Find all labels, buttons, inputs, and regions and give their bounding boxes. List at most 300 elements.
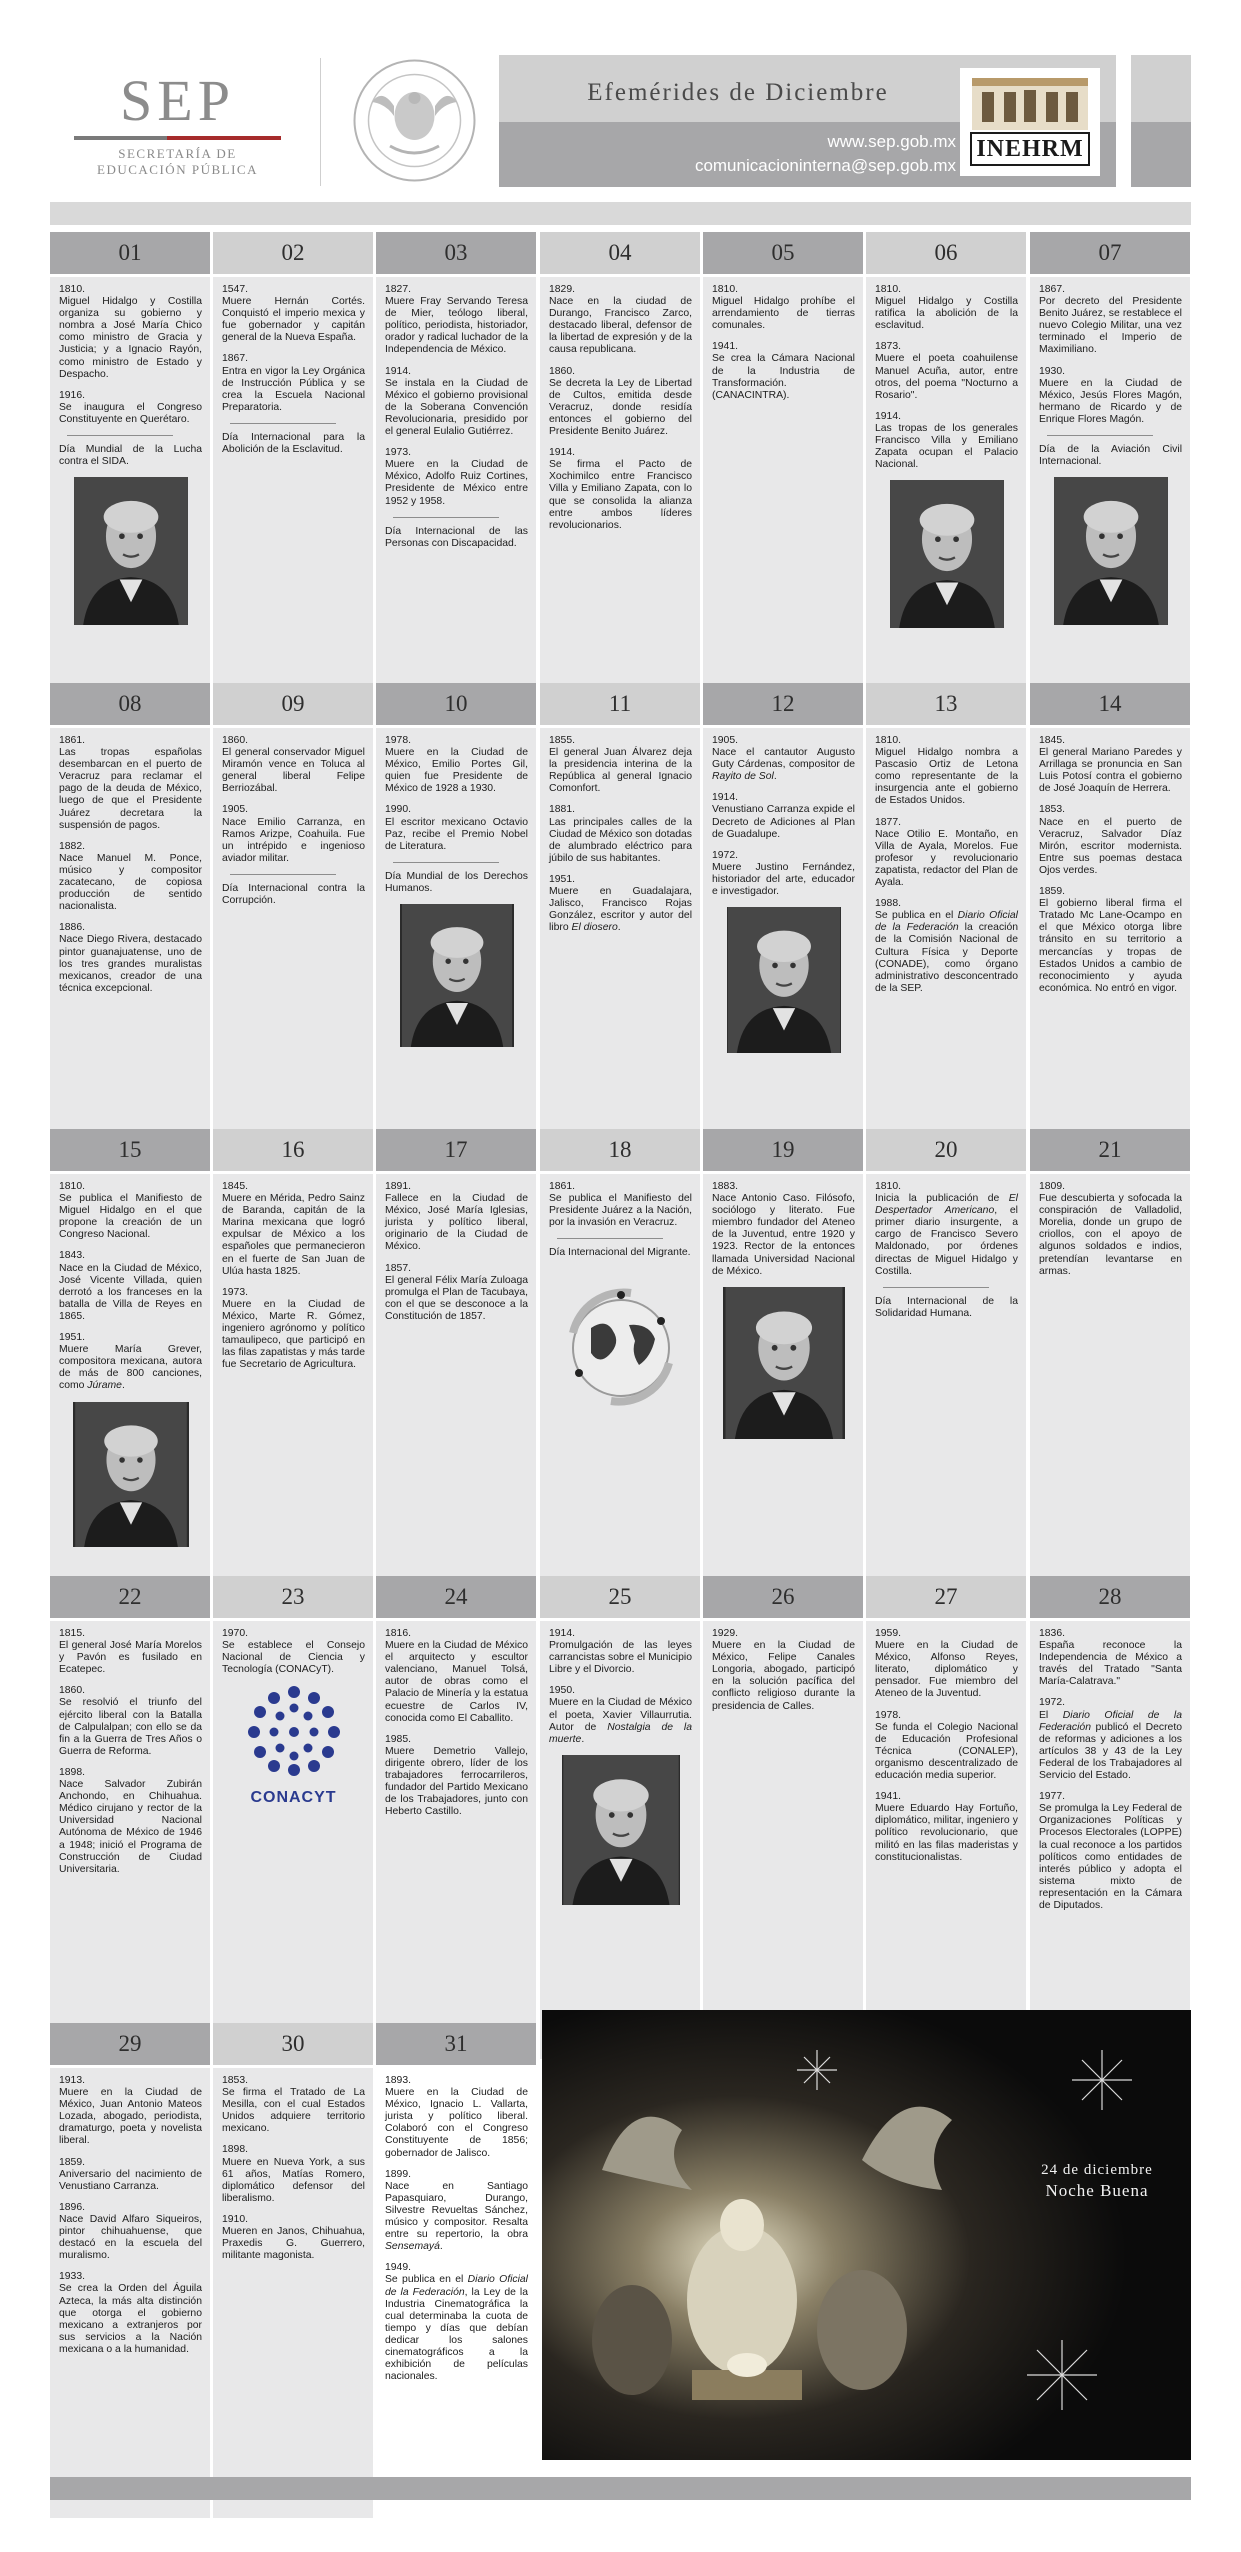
day-header: 03 — [376, 232, 536, 274]
event-year: 1827. — [385, 284, 412, 295]
event-year: 1914. — [549, 447, 576, 459]
event-entry — [59, 2271, 202, 2356]
event-text: Se publica en el Diario Oficial de la Federación, la Ley de la Industria Cinematográfica la cual determinaba la cuota de tiempo y días que debían dedicar los salones cinematográficos a la exhibición de películas nacionales. — [385, 2274, 529, 2383]
event-entry — [712, 850, 855, 898]
event-year: 1882. — [59, 840, 86, 852]
event-text: Muere en la Ciudad de México, Felipe Canales Longoria, abogado, participó en la solución pacífica del conflicto religioso durante la presidencia de Calles. — [712, 1640, 855, 1712]
sep-logo-line1: SECRETARÍA DE — [118, 146, 237, 161]
event-text: El general Juan Álvarez deja la presidencia interina de la República al general Ignacio Comonfort. — [549, 747, 692, 795]
event-year: 1877. — [875, 816, 902, 828]
event-text: Muere en la Ciudad de México, Alfonso Reyes, literato, diplomático y pensador. Fue miembro del Ateneo de la Juventud. — [875, 1640, 1018, 1700]
event-entry — [712, 1181, 855, 1278]
portrait-icon — [1054, 477, 1168, 625]
divider-line — [883, 1287, 989, 1288]
day-header: 21 — [1030, 1129, 1190, 1171]
event-text: Nace Salvador Zubirán Anchondo, en Chihuahua. Médico cirujano y rector de la Universidad Nacional Autónoma de México de 1946 a 1948; inició el Programa de Construcción de Ciudad Universitaria. — [59, 1779, 202, 1875]
day-cell-31 — [376, 2023, 536, 2518]
event-entry — [875, 735, 1018, 808]
event-year: 1951. — [59, 1332, 86, 1344]
day-header: 27 — [866, 1576, 1026, 1618]
day-header: 18 — [540, 1129, 700, 1171]
observance-text: Día de la Aviación Civil Internacional. — [1039, 444, 1182, 468]
event-entry — [385, 2169, 528, 2254]
day-body — [50, 277, 210, 717]
event-year: 1990. — [385, 804, 412, 816]
event-year: 1886. — [59, 922, 86, 934]
event-text: Miguel Hidalgo prohíbe el arrendamiento de tierras comunales. — [712, 296, 855, 332]
event-text: Entra en vigor la Ley Orgánica de Instrucción Pública y se crea la Escuela Nacional Preparatoria. — [222, 365, 365, 413]
event-year: 1860. — [222, 735, 249, 746]
day-header: 15 — [50, 1129, 210, 1171]
event-year: 1867. — [222, 353, 249, 365]
event-text: Se establece el Consejo Nacional de Ciencia y Tecnología (CONACyT). — [222, 1640, 365, 1676]
event-entry — [712, 284, 855, 332]
event-entry — [222, 1181, 365, 1278]
portrait-icon — [727, 907, 841, 1053]
event-year: 1843. — [59, 1250, 86, 1262]
event-text: Por decreto del Presidente Benito Juárez, se restablece el nuevo Colegio Militar, una vez terminado el Imperio de Maximiliano. — [1039, 296, 1182, 356]
event-text: Se funda el Colegio Nacional de Educación Profesional Técnica (CONALEP), organismo descentralizado de educación media superior. — [875, 1721, 1018, 1782]
event-entry — [549, 366, 692, 439]
event-text: Muere María Grever, compositora mexicana, autora de más de 800 canciones, como Júrame. — [59, 1344, 202, 1392]
event-text: Muere Fray Servando Teresa de Mier, teólogo liberal, político, periodista, historiador, orador y radical luchador de la Independencia de México. — [385, 296, 528, 356]
event-text: Nace en el puerto de Veracruz, Salvador Díaz Mirón, escritor modernista. Entre sus poemas destaca Ojos verdes. — [1039, 816, 1182, 876]
event-entry — [59, 284, 202, 381]
day-cell-25 — [540, 1576, 700, 2059]
event-entry — [1039, 1628, 1182, 1688]
event-year: 1910. — [222, 2213, 249, 2225]
event-text: El general Mariano Paredes y Arrillaga se pronuncia en San Luis Potosí contra el gobierno de José Joaquín de Herrera. — [1039, 747, 1182, 795]
observance-text: Día Internacional de las Personas con Discapacidad. — [385, 525, 528, 549]
top-strip — [50, 202, 1191, 225]
event-text: El general Félix María Zuloaga promulga el Plan de Tacubaya, con el que se desconoce a la Constitución de 1857. — [385, 1274, 528, 1322]
event-entry — [712, 1628, 855, 1713]
day-cell-04 — [540, 232, 700, 717]
day-body — [213, 1621, 373, 2059]
event-text: Muere en Guadalajara, Jalisco, Francisco Rojas González, escritor y autor del libro El diosero. — [549, 886, 692, 934]
event-year: 1859. — [59, 2156, 86, 2168]
event-text: Se promulga la Ley Federal de Organizaciones Políticas y Procesos Electorales (LOPPE) la cual reconoce a los partidos políticos como entidades de interés público y adopta el sistema mixto de representación en la Cámara de Diputados. — [1039, 1803, 1182, 1911]
event-year: 1891. — [385, 1181, 412, 1192]
event-text: Nace en Santiago Papasquiaro, Durango, Silvestre Revueltas Sánchez, músico y compositor. Resalta entre su repertorio, la obra Sensemayá. — [385, 2180, 528, 2253]
observance-text: Día Mundial de la Lucha contra el SIDA. — [59, 444, 202, 468]
event-year: 1978. — [875, 1709, 902, 1721]
event-entry — [59, 1685, 202, 1758]
event-year: 1881. — [549, 804, 576, 816]
day-body — [376, 2068, 536, 2518]
day-body — [540, 1174, 700, 1615]
event-entry — [385, 804, 528, 852]
event-year: 1914. — [549, 1628, 576, 1639]
day-header: 05 — [703, 232, 863, 274]
day-body — [50, 1621, 210, 2059]
divider-line — [1047, 435, 1153, 436]
event-year: 1861. — [549, 1181, 576, 1192]
event-text: Se inaugura el Congreso Constituyente en Querétaro. — [59, 401, 202, 425]
observance-text: Día Internacional de la Solidaridad Humana. — [875, 1295, 1018, 1319]
event-entry — [712, 792, 855, 840]
event-text: Fue descubierta y sofocada la conspiración de Valladolid, Morelia, donde un grupo de criollos, con el apoyo de algunos soldados e indios, pretendían levantarse en armas. — [1039, 1193, 1182, 1277]
event-year: 1941. — [875, 1791, 902, 1803]
day-cell-03 — [376, 232, 536, 717]
event-text: Promulgación de las leyes carrancistas sobre el Municipio Libre y el Divorcio. — [549, 1640, 692, 1676]
event-text: El general José María Morelos y Pavón es fusilado en Ecatepec. — [59, 1640, 202, 1676]
event-year: 1883. — [712, 1181, 739, 1192]
event-entry — [875, 1710, 1018, 1783]
event-text: Muere en Nueva York, a sus 61 años, Matías Romero, diplomático defensor del liberalismo. — [222, 2156, 365, 2204]
event-text: Las tropas españolas desembarcan en el puerto de Veracruz para reclamar el pago de la deuda de México, luego de que el Presidente Juárez decretara la suspensión de pagos. — [59, 747, 202, 831]
day-body — [213, 1174, 373, 1615]
event-text: Muere en la Ciudad de México, Juan Antonio Mateos Lozada, abogado, periodista, dramaturgo, poeta y novelista liberal. — [59, 2087, 202, 2147]
conacyt-logo-icon — [235, 1686, 353, 1782]
event-entry — [59, 1250, 202, 1323]
website-link[interactable]: www.sep.gob.mx — [827, 132, 956, 151]
event-year: 1914. — [875, 410, 902, 422]
event-entry — [875, 817, 1018, 890]
event-year: 1810. — [875, 735, 902, 746]
day-cell-18 — [540, 1129, 700, 1615]
nochebuena-caption — [1022, 2160, 1172, 2202]
event-entry — [875, 898, 1018, 995]
observance-text: Día Internacional para la Abolición de la Esclavitud. — [222, 431, 365, 456]
event-entry — [875, 1791, 1018, 1864]
event-year: 1985. — [385, 1733, 412, 1745]
event-entry — [59, 841, 202, 914]
event-text: Muere en la Ciudad de México, Emilio Portes Gil, quien fue Presidente de México de 1928 a 1930. — [385, 747, 528, 795]
inehrm-building-icon — [960, 68, 1100, 132]
day-body — [376, 277, 536, 717]
day-cell-01 — [50, 232, 210, 717]
event-year: 1930. — [1039, 365, 1066, 377]
nativity-scene-image — [542, 2010, 1191, 2460]
event-entry — [549, 1181, 692, 1229]
event-text: Se instala en la Ciudad de México el gobierno provisional de la Soberana Convención Revolucionaria, presidido por el general Eulalio Gutiérrez. — [385, 377, 528, 438]
portrait-photo — [73, 1402, 189, 1547]
event-text: Nace David Alfaro Siqueiros, pintor chihuahuense, que destacó en la escuela del muralismo. — [59, 2213, 202, 2262]
day-cell-13 — [866, 683, 1026, 1166]
event-text: Miguel Hidalgo y Costilla organiza su gobierno y nombra a José María Chico como ministro de Gracia y Justicia; y a Ignacio Rayón, como ministro de Estado y Despacho. — [59, 296, 202, 380]
event-year: 1916. — [59, 389, 86, 401]
day-header: 14 — [1030, 683, 1190, 725]
event-entry — [549, 1685, 692, 1745]
event-entry — [222, 1287, 365, 1372]
event-year: 1810. — [875, 1181, 902, 1192]
portrait-photo — [562, 1755, 680, 1905]
day-body — [540, 277, 700, 717]
event-entry — [385, 1181, 528, 1254]
day-body — [1030, 728, 1190, 1166]
contact-email[interactable]: comunicacioninterna@sep.gob.mx — [694, 156, 956, 175]
sep-logo-word: SEP — [120, 68, 235, 133]
event-entry — [1039, 1181, 1182, 1278]
event-year: 1972. — [712, 849, 739, 861]
event-year: 1914. — [712, 792, 739, 804]
day-body — [703, 277, 863, 717]
event-entry — [549, 284, 692, 357]
event-entry — [222, 284, 365, 344]
event-entry — [549, 447, 692, 532]
event-year: 1978. — [385, 735, 412, 746]
event-text: Las tropas de los generales Francisco Villa y Emiliano Zapata ocupan el Palacio Nacional. — [875, 422, 1018, 471]
event-year: 1810. — [875, 284, 902, 295]
day-cell-24 — [376, 1576, 536, 2059]
day-header: 16 — [213, 1129, 373, 1171]
event-entry — [385, 366, 528, 439]
day-body — [703, 1174, 863, 1615]
event-text: El general conservador Miguel Miramón vence en Toluca al general liberal Felipe Berriozábal. — [222, 747, 365, 795]
portrait-photo — [400, 904, 514, 1047]
portrait-icon — [400, 904, 514, 1047]
event-entry — [1039, 366, 1182, 426]
day-header: 09 — [213, 683, 373, 725]
national-seal-icon — [352, 58, 477, 183]
event-text: Miguel Hidalgo y Costilla ratifica la abolición de la esclavitud. — [875, 296, 1018, 332]
day-header: 28 — [1030, 1576, 1190, 1618]
event-year: 1836. — [1039, 1628, 1066, 1639]
event-entry — [222, 1628, 365, 1676]
inehrm-wordmark: INEHRM — [970, 132, 1090, 166]
event-entry — [1039, 284, 1182, 357]
divider-line — [67, 435, 173, 436]
day-body — [50, 2068, 210, 2518]
day-cell-10 — [376, 683, 536, 1166]
event-year: 1929. — [712, 1628, 739, 1639]
event-text: Muere en la Ciudad de México, Marte R. Gómez, ingeniero agrónomo y político tamaulipeco, que participó en las filas zapatistas y más tarde fue Secretario de Agricultura. — [222, 1298, 365, 1371]
day-header: 02 — [213, 232, 373, 274]
event-entry — [1039, 804, 1182, 877]
event-entry — [59, 735, 202, 832]
day-body — [540, 1621, 700, 2059]
nochebuena-title: Noche Buena — [1045, 2181, 1149, 2200]
day-body — [376, 1174, 536, 1615]
event-year: 1913. — [59, 2075, 86, 2086]
portrait-photo — [727, 907, 841, 1053]
event-year: 1959. — [875, 1628, 902, 1639]
event-entry — [875, 411, 1018, 471]
event-text: Muere el poeta coahuilense Manuel Acuña, autor, entre otros, del poema "Nocturno a Rosario". — [875, 353, 1018, 401]
day-header: 04 — [540, 232, 700, 274]
day-header: 31 — [376, 2023, 536, 2065]
event-text: Nace en la Ciudad de México, José Vicente Villada, quien derrotó a los franceses en la batalla de Villa de Reyes en 1865. — [59, 1262, 202, 1322]
event-entry — [1039, 1791, 1182, 1912]
event-year: 1914. — [385, 365, 412, 377]
day-cell-22 — [50, 1576, 210, 2059]
event-entry — [385, 735, 528, 795]
day-body — [866, 1174, 1026, 1615]
day-body — [703, 728, 863, 1166]
event-year: 1896. — [59, 2201, 86, 2213]
event-year: 1860. — [59, 1685, 86, 1697]
event-year: 1873. — [875, 341, 902, 353]
day-body — [50, 728, 210, 1166]
day-cell-21 — [1030, 1129, 1190, 1615]
day-body — [1030, 277, 1190, 717]
day-cell-05 — [703, 232, 863, 717]
event-text: Nace Otilio E. Montaño, en Villa de Ayala, Morelos. Fue profesor y revolucionario zapatista, redactor del Plan de Ayala. — [875, 828, 1018, 889]
event-year: 1950. — [549, 1685, 576, 1697]
event-year: 1933. — [59, 2271, 86, 2283]
event-year: 1810. — [59, 284, 86, 295]
event-year: 1859. — [1039, 886, 1066, 898]
event-text: Muere en la Ciudad de México, Ignacio L. Vallarta, jurista y político liberal. Colaboró con el Congreso Constituyente de 1856; gobernador de Jalisco. — [385, 2087, 528, 2159]
event-entry — [712, 341, 855, 401]
day-cell-09 — [213, 683, 373, 1166]
day-header: 17 — [376, 1129, 536, 1171]
sep-logo — [60, 70, 295, 178]
sep-logo-bar — [74, 136, 281, 140]
event-year: 1810. — [59, 1181, 86, 1192]
event-text: Nace Antonio Caso. Filósofo, sociólogo y literato. Fue miembro fundador del Ateneo de la Juventud, entre 1920 y 1923. Rector de la entonces llamada Universidad Nacional de México. — [712, 1193, 855, 1277]
event-entry — [59, 390, 202, 426]
divider-line — [393, 517, 499, 518]
event-text: Se resolvió el triunfo del ejército liberal con la Batalla de Calpulalpan; con ello se da fin a la Guerra de Tres Años o Guerra de Reforma. — [59, 1697, 202, 1757]
event-entry — [1039, 1697, 1182, 1782]
day-body — [1030, 1621, 1190, 2059]
event-year: 1855. — [549, 735, 576, 746]
day-body — [866, 277, 1026, 717]
day-body — [866, 1621, 1026, 2059]
event-entry — [385, 2262, 528, 2383]
migrant-globe-image — [551, 1273, 691, 1413]
event-year: 1816. — [385, 1628, 412, 1639]
conacyt-logo-text: CONACYT — [250, 1789, 337, 1807]
divider-line — [393, 862, 499, 863]
day-body — [50, 1174, 210, 1615]
observance-text: Día Internacional del Migrante. — [549, 1247, 691, 1259]
event-text: Se publica en el Diario Oficial de la Federación la creación de la Comisión Nacional de Cultura Física y Deporte (CONADE), como órgano administrativo desconcentrado de la SEP. — [875, 910, 1019, 994]
event-entry — [385, 1734, 528, 1819]
day-header: 30 — [213, 2023, 373, 2065]
day-cell-20 — [866, 1129, 1026, 1615]
event-entry — [385, 447, 528, 507]
day-header: 07 — [1030, 232, 1190, 274]
nochebuena-panel — [542, 2010, 1191, 2460]
day-cell-30 — [213, 2023, 373, 2518]
event-entry — [1039, 735, 1182, 795]
day-header: 29 — [50, 2023, 210, 2065]
event-year: 1973. — [385, 447, 412, 459]
divider-line — [230, 423, 336, 424]
header-divider — [320, 58, 321, 186]
portrait-photo — [1054, 477, 1168, 625]
event-entry — [222, 353, 365, 413]
event-year: 1905. — [222, 804, 249, 816]
day-cell-14 — [1030, 683, 1190, 1166]
day-header: 01 — [50, 232, 210, 274]
event-year: 1861. — [59, 735, 86, 746]
migrant-globe-icon — [551, 1273, 691, 1413]
event-year: 1972. — [1039, 1697, 1066, 1709]
event-text: Nace Manuel M. Ponce, músico y compositor zacatecano, de copiosa producción de sentido nacionalista. — [59, 852, 202, 913]
day-header: 13 — [866, 683, 1026, 725]
day-body — [703, 1621, 863, 2059]
event-year: 1899. — [385, 2168, 412, 2180]
observance-text: Día Internacional contra la Corrupción. — [222, 882, 365, 907]
day-header: 19 — [703, 1129, 863, 1171]
event-entry — [59, 1332, 202, 1392]
page-header — [0, 0, 1241, 200]
day-cell-29 — [50, 2023, 210, 2518]
divider-line — [230, 874, 336, 875]
event-text: Nace en la ciudad de Durango, Francisco Zarco, destacado liberal, defensor de la libertad de expresión y de la causa republicana. — [549, 296, 692, 356]
event-entry — [59, 2202, 202, 2262]
day-header: 08 — [50, 683, 210, 725]
event-text: España reconoce la Independencia de México a través del Tratado "Santa María-Calatrava." — [1039, 1640, 1182, 1688]
event-text: El escritor mexicano Octavio Paz, recibe el Premio Nobel de Literatura. — [385, 816, 528, 852]
day-body — [1030, 1174, 1190, 1615]
event-entry — [222, 2214, 365, 2262]
page-title: Efemérides de Diciembre — [587, 79, 889, 106]
event-entry — [59, 922, 202, 995]
day-header: 25 — [540, 1576, 700, 1618]
event-entry — [59, 1181, 202, 1241]
day-cell-06 — [866, 232, 1026, 717]
event-text: Se firma el Tratado de La Mesilla, con el cual Estados Unidos adquiere territorio mexicano. — [222, 2087, 365, 2135]
event-year: 1867. — [1039, 284, 1066, 295]
portrait-photo — [890, 480, 1004, 628]
event-text: Se crea la Cámara Nacional de la Industria de Transformación. (CANACINTRA). — [712, 353, 855, 401]
event-text: Muere Hernán Cortés. Conquistó el imperio mexica y fue gobernador y capitán general de la Nueva España. — [222, 296, 365, 344]
day-cell-17 — [376, 1129, 536, 1615]
event-text: Fallece en la Ciudad de México, José María Iglesias, jurista y político liberal, originario de la Ciudad de México. — [385, 1193, 528, 1253]
event-entry — [222, 2144, 365, 2204]
event-year: 1941. — [712, 341, 739, 353]
event-entry — [875, 1628, 1018, 1701]
event-year: 1905. — [712, 735, 739, 746]
event-year: 1857. — [385, 1262, 412, 1274]
event-year: 1973. — [222, 1286, 249, 1298]
event-entry — [385, 284, 528, 357]
event-entry — [222, 804, 365, 864]
event-year: 1829. — [549, 284, 576, 295]
event-text: Nace Emilio Carranza, en Ramos Arizpe, Coahuila. Fue un intrépido e ingenioso aviador militar. — [222, 816, 365, 864]
divider-line — [557, 1238, 663, 1239]
event-text: El gobierno liberal firma el Tratado Mc Lane-Ocampo en el que México otorga libre tránsito en su territorio a mercancías y tropas de Estados Unidos a cambio de reconocimiento y ayuda económica. No entró en vigor. — [1039, 898, 1182, 994]
day-cell-23 — [213, 1576, 373, 2059]
event-year: 1898. — [222, 2144, 249, 2156]
conacyt-logo — [235, 1686, 353, 1807]
day-header: 20 — [866, 1129, 1026, 1171]
day-body — [213, 277, 373, 717]
day-cell-11 — [540, 683, 700, 1166]
event-entry — [59, 2075, 202, 2148]
event-text: Muere en Mérida, Pedro Sainz de Baranda, capitán de la Marina mexicana que logró expulsar de México a los españoles que permanecieron en el fuerte de San Juan de Ulúa hasta 1825. — [222, 1193, 365, 1277]
day-header: 10 — [376, 683, 536, 725]
event-year: 1810. — [712, 284, 739, 295]
day-cell-27 — [866, 1576, 1026, 2059]
event-entry — [875, 284, 1018, 332]
day-body — [213, 728, 373, 1166]
event-entry — [1039, 886, 1182, 995]
header-side-tab — [1131, 55, 1191, 187]
event-text: Venustiano Carranza expide el Decreto de Adiciones al Plan de Guadalupe. — [712, 804, 855, 840]
event-year: 1988. — [875, 898, 902, 910]
event-year: 1977. — [1039, 1791, 1066, 1803]
portrait-icon — [73, 1402, 189, 1547]
day-body — [213, 2068, 373, 2518]
title-box — [499, 55, 1116, 187]
event-text: Inicia la publicación de El Despertador Americano, el primer diario insurgente, a cargo de Francisco Severo Maldonado, por órdenes directas de Miguel Hidalgo y Costilla. — [875, 1193, 1018, 1277]
event-text: Las principales calles de la Ciudad de México son dotadas de alumbrado eléctrico para júbilo de sus habitantes. — [549, 816, 692, 864]
event-year: 1845. — [222, 1181, 249, 1192]
event-text: Se publica el Manifiesto del Presidente Juárez a la Nación, por la invasión en Veracruz. — [549, 1193, 692, 1229]
event-text: El Diario Oficial de la Federación publicó el Decreto de reformas y adiciones a los artículos 38 y 43 de la Ley Federal de los Trabajadores al Servicio del Estado. — [1039, 1709, 1182, 1782]
day-header: 11 — [540, 683, 700, 725]
event-year: 1970. — [222, 1628, 249, 1639]
day-cell-08 — [50, 683, 210, 1166]
event-year: 1893. — [385, 2075, 412, 2086]
event-text: Muere en la Ciudad de México el arquitecto y escultor valenciano, Manuel Tolsá, autor de obras como el Palacio de Minería y la estatua ecuestre de Carlos IV, conocida como El Caballito. — [385, 1640, 528, 1724]
